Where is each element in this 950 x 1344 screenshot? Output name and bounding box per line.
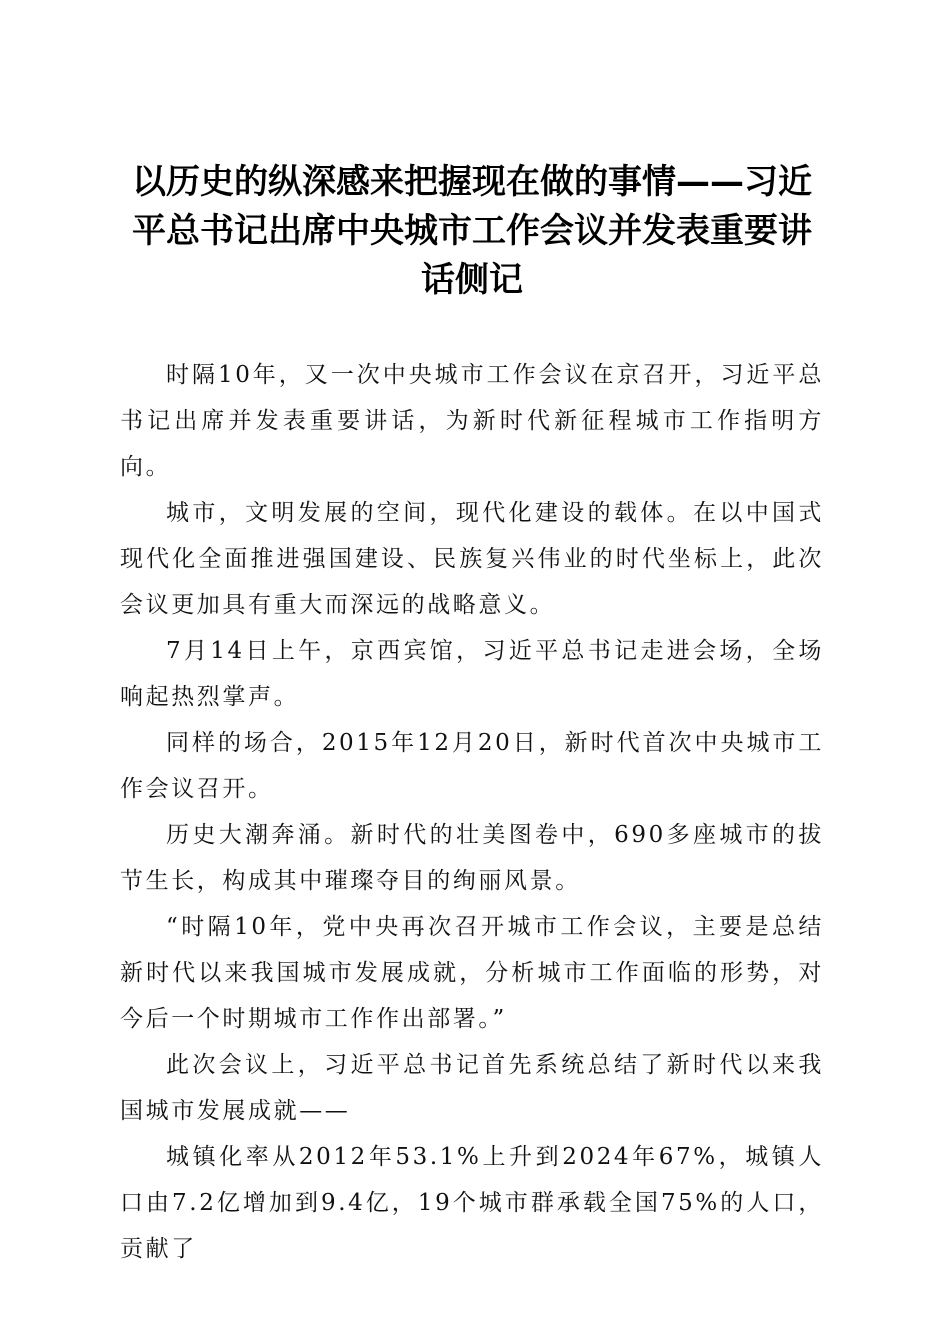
paragraph: 7月14日上午，京西宾馆，习近平总书记走进会场，全场响起热烈掌声。 [120, 638, 824, 710]
document-page [120, 0, 824, 1272]
paragraph: 城市，文明发展的空间，现代化建设的载体。在以中国式现代化全面推进强国建设、民族复兴伟业的时代坐标上，此次会议更加具有重大而深远的战略意义。 [120, 500, 824, 618]
paragraph: 历史大潮奔涌。新时代的壮美图卷中，690多座城市的拔节生长，构成其中璀璨夺目的绚丽风景。 [120, 822, 824, 894]
paragraph: 时隔10年，又一次中央城市工作会议在京召开，习近平总书记出席并发表重要讲话，为新时代新征程城市工作指明方向。 [120, 362, 824, 480]
paragraph: “时隔10年，党中央再次召开城市工作会议，主要是总结新时代以来我国城市发展成就，分析城市工作面临的形势，对今后一个时期城市工作作出部署。” [120, 914, 824, 1032]
paragraph: 同样的场合，2015年12月20日，新时代首次中央城市工作会议召开。 [120, 730, 824, 802]
document-body [120, 352, 824, 1272]
paragraph: 此次会议上，习近平总书记首先系统总结了新时代以来我国城市发展成就—— [120, 1052, 824, 1124]
paragraph: 城镇化率从2012年53.1%上升到2024年67%，城镇人口由7.2亿增加到9.4亿，19个城市群承载全国75%的人口，贡献了 [120, 1144, 824, 1262]
document-title: 以历史的纵深感来把握现在做的事情——习近平总书记出席中央城市工作会议并发表重要讲话侧记 [132, 162, 812, 300]
